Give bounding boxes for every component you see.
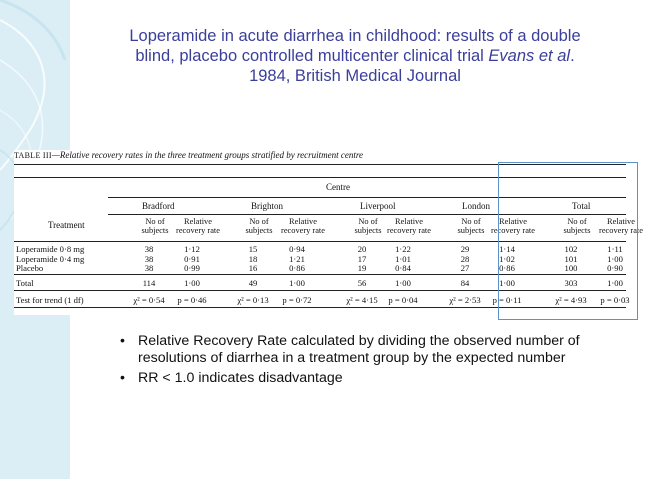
title-author: Evans et al [488,47,571,65]
table-cell: 102 [564,244,578,254]
table-cell: 303 [564,278,578,288]
table-cell: 1·22 [395,244,411,254]
table-cell: 114 [142,278,156,288]
table-cell: 0·91 [184,253,200,264]
centre-liverpool: Liverpool [360,201,396,211]
table-cell: 1·01 [395,253,411,264]
table-cell: 100 [564,263,578,273]
table-cell: 38 [144,244,154,254]
title-line-3: 1984, British Medical Journal [249,67,461,85]
title-line-2 [95,46,615,66]
bullet-text: RR < 1.0 indicates disadvantage [138,370,343,386]
centre-london: London [462,201,490,211]
bullet-list [118,333,588,390]
title-line-2-text: blind, placebo controlled multicenter clinical trial [135,47,489,65]
table-cell: 1·12 [184,244,200,254]
row-label: Loperamide 0·8 mg [16,244,85,254]
table-cell: 1·00 [499,278,515,288]
table-cell: 38 [144,263,154,273]
table-cell: 84 [460,278,470,288]
centre-total: Total [572,201,591,211]
table-cell: 1·02 [499,253,515,264]
sub-header-recovery-rate: Relative recovery rate [491,217,535,235]
bullet-dot: • [120,370,125,386]
centre-header: Centre [326,182,350,192]
table-cell: 0·84 [395,263,411,273]
table-cell: 0·99 [184,263,200,273]
bullet-dot: • [120,333,125,349]
table-cell: 1·11 [607,244,623,254]
table-cell: χ² = 0·13 [237,295,269,305]
slide-title [95,26,615,86]
sub-header-subjects: No of subjects [141,217,169,235]
table-cell: 0·86 [499,263,515,273]
table-cell: p = 0·46 [177,295,207,305]
table-cell: 1·00 [289,278,305,288]
title-line-1: Loperamide in acute diarrhea in childhood: results of a double [129,27,581,45]
row-label: Test for trend (1 df) [16,295,84,305]
table-cell: 19 [357,263,367,273]
table-cell: p = 0·11 [492,295,522,305]
table-cell: 56 [357,278,367,288]
table-cell: 101 [564,253,578,264]
table-cell: 16 [248,263,258,273]
table-cell: χ² = 2·53 [449,295,481,305]
row-label: Total [16,278,34,288]
total-highlight-box [498,162,638,320]
sub-header-subjects: No of subjects [457,217,485,235]
table-cell: 0·86 [289,263,305,273]
table-cell: 1·14 [499,244,515,254]
table-cell: p = 0·04 [388,295,418,305]
table-caption [14,150,363,160]
table-cell: 18 [248,253,258,264]
table-cell: χ² = 4·93 [555,295,587,305]
table-cell: 15 [248,244,258,254]
table-cell: 28 [460,253,470,264]
table-cell: χ² = 4·15 [346,295,378,305]
title-line-2-end: . [570,47,575,65]
sub-header-recovery-rate: Relative recovery rate [176,217,220,235]
centre-bradford: Bradford [142,201,175,211]
table-cell: χ² = 0·54 [133,295,165,305]
sub-header-recovery-rate: Relative recovery rate [599,217,643,235]
sub-header-recovery-rate: Relative recovery rate [281,217,325,235]
table-cell: 1·00 [395,278,411,288]
table-cell: 1·00 [607,278,623,288]
table-cell: p = 0·72 [282,295,312,305]
table-cell: 20 [357,244,367,254]
table-cell: p = 0·03 [600,295,630,305]
table-cell: 49 [248,278,258,288]
table-caption-label: TABLE III [14,151,52,160]
row-label: Loperamide 0·4 mg [16,253,85,264]
table-cell: 29 [460,244,470,254]
table-cell: 38 [144,253,154,264]
bullet-item [118,370,588,387]
table-cell: 27 [460,263,470,273]
table-cell: 1·00 [607,253,623,264]
centre-brighton: Brighton [251,201,284,211]
sub-header-subjects: No of subjects [563,217,591,235]
bullet-text: Relative Recovery Rate calculated by dividing the observed number of resolutions of diarrhea in a treatment group by the expected number [138,333,580,366]
treatment-header: Treatment [48,220,85,230]
table-cell: 0·94 [289,244,305,254]
sub-header-recovery-rate: Relative recovery rate [387,217,431,235]
table-cell: 17 [357,253,367,264]
row-label: Placebo [16,263,44,273]
table-cell: 1·00 [184,278,200,288]
table-cell: 1·21 [289,253,305,264]
sub-header-subjects: No of subjects [354,217,382,235]
sub-header-subjects: No of subjects [245,217,273,235]
bullet-item [118,333,588,367]
table-cell: 0·90 [607,263,623,273]
table-caption-text: —Relative recovery rates in the three treatment groups stratified by recruitment centre [51,150,363,160]
